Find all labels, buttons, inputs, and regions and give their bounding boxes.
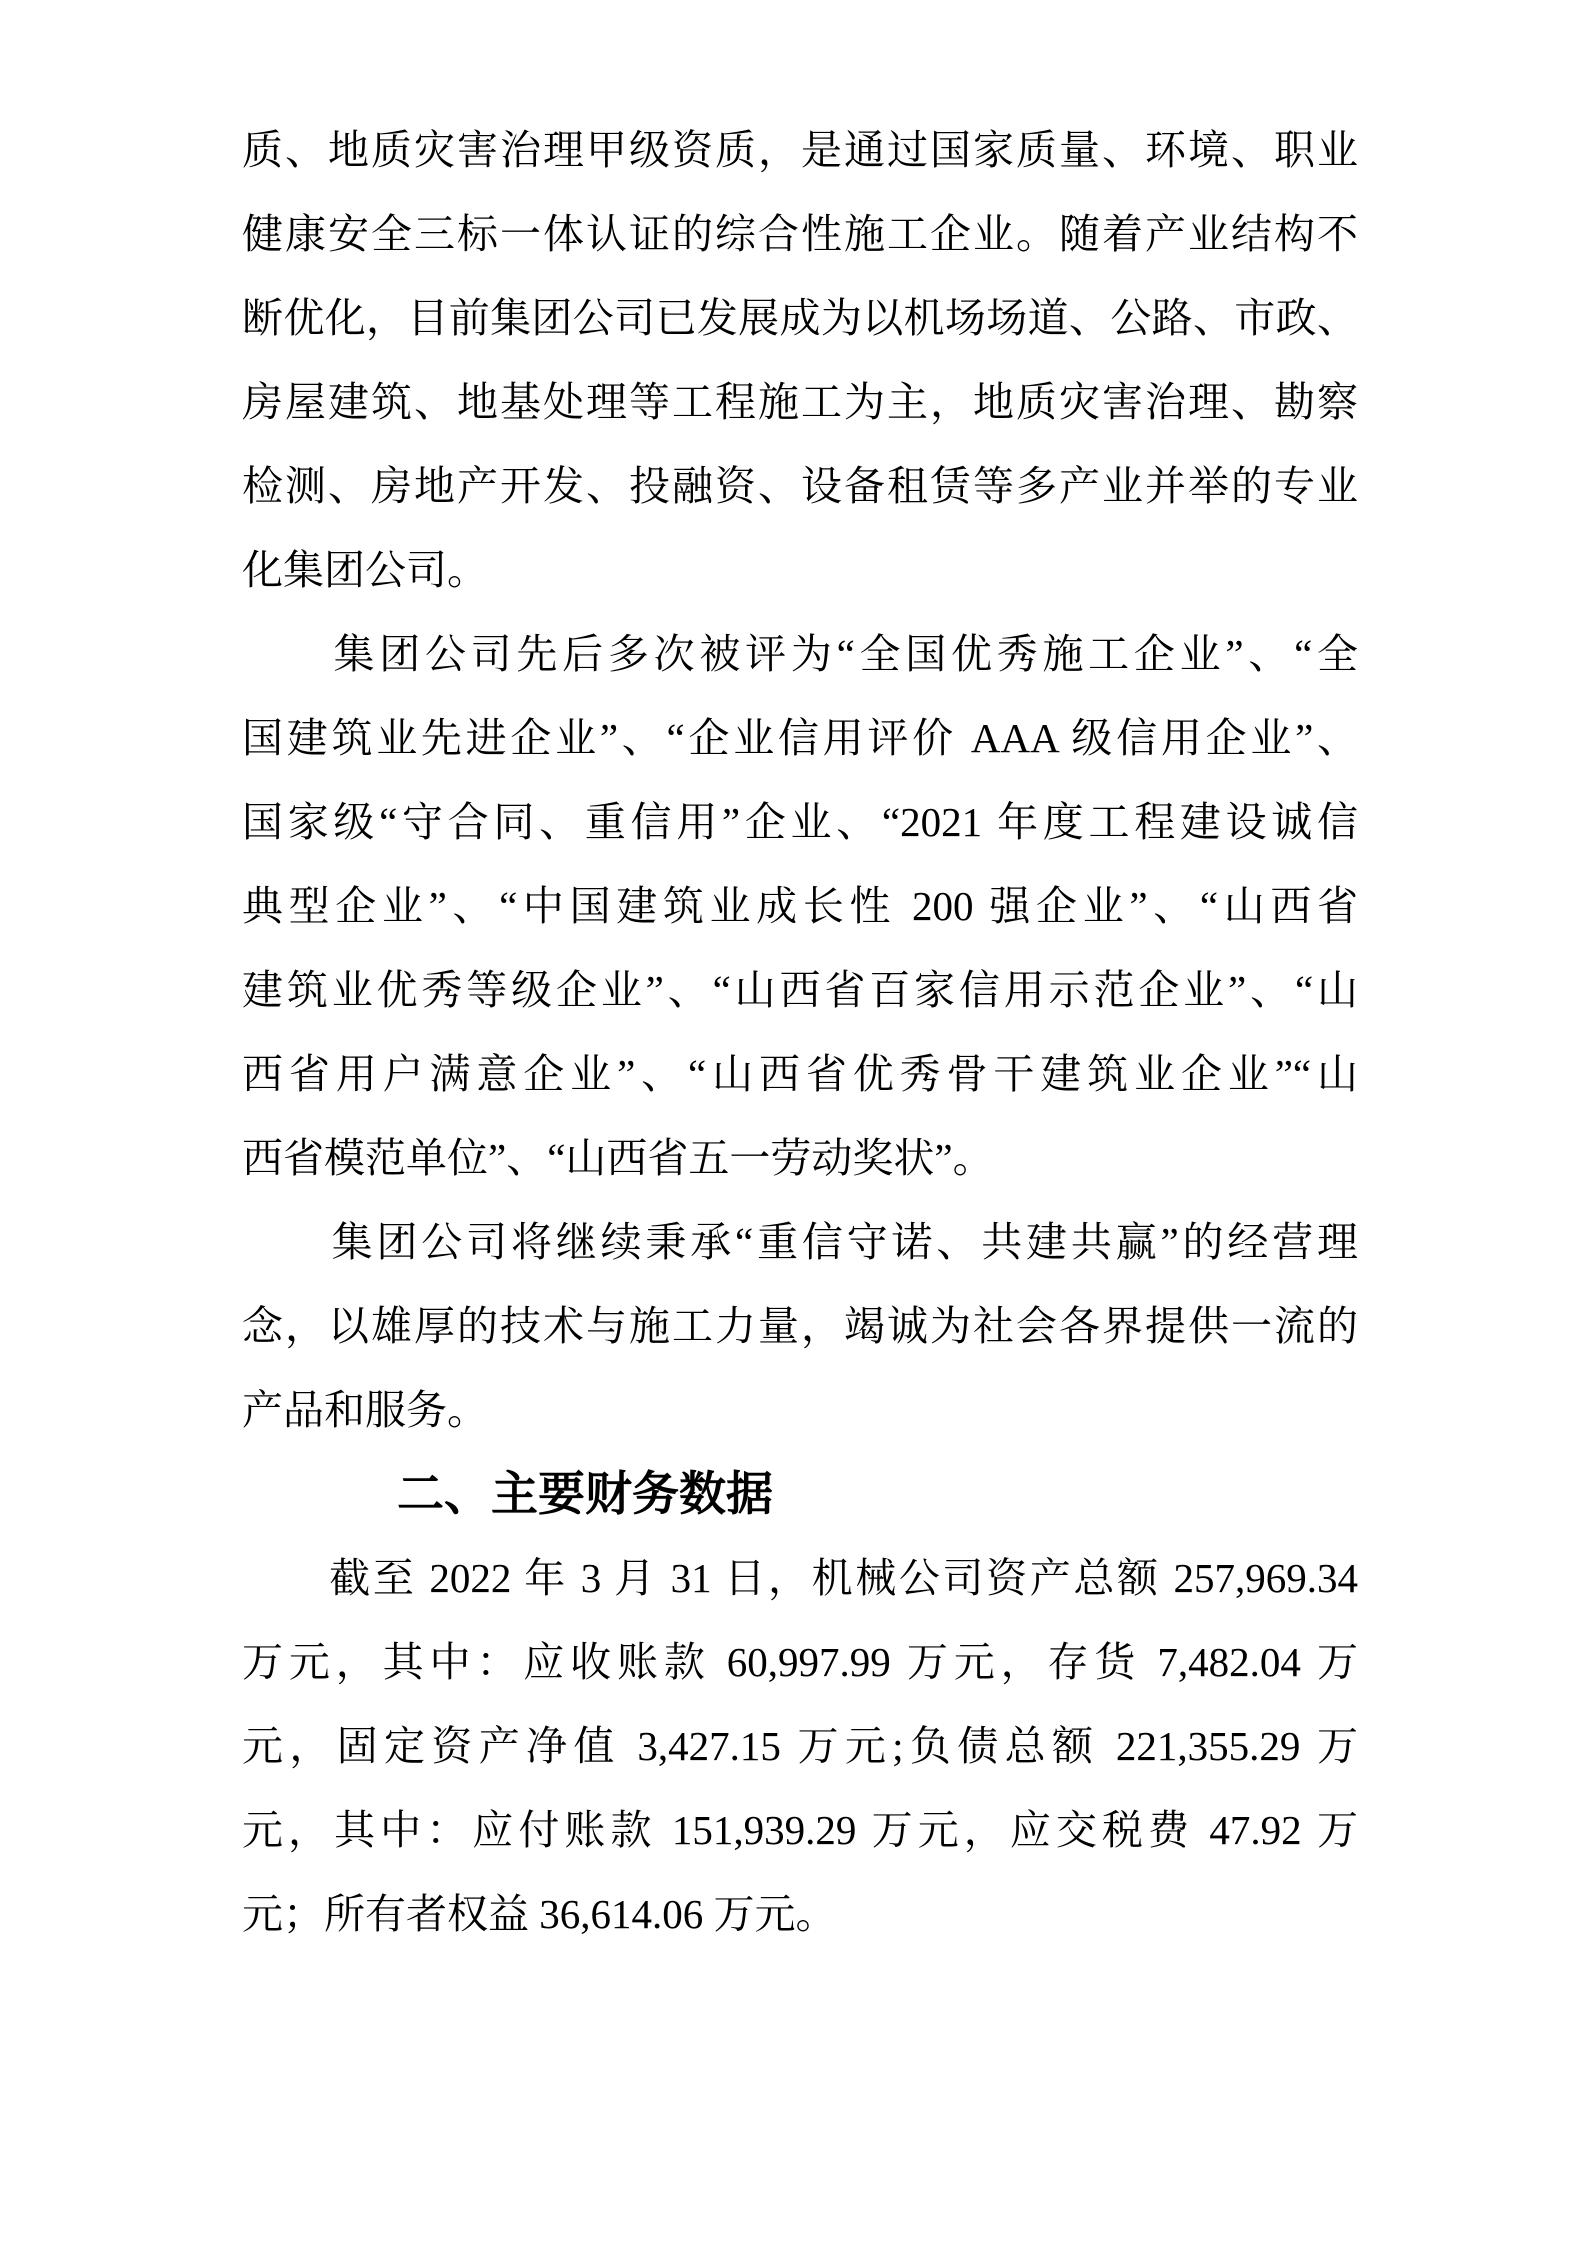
text-line: 健康安全三标一体认证的综合性施工企业。随着产业结构不 — [242, 211, 1358, 257]
text-line: 国建筑业先进企业”、“企业信用评价 AAA 级信用企业”、 — [242, 715, 1358, 761]
text-line: 截至 2022 年 3 月 31 日，机械公司资产总额 257,969.34 — [242, 1555, 1358, 1601]
text-line: 集团公司将继续秉承“重信守诺、共建共赢”的经营理 — [242, 1219, 1358, 1265]
section-heading: 二、主要财务数据 — [397, 1467, 773, 1520]
text-line: 西省用户满意企业”、“山西省优秀骨干建筑业企业”“山 — [242, 1051, 1358, 1097]
paragraph-last-line: 元；所有者权益 36,614.06 万元。 — [242, 1891, 837, 1937]
paragraph-last-line: 产品和服务。 — [242, 1387, 488, 1433]
text-line: 万元，其中：应收账款 60,997.99 万元，存货 7,482.04 万 — [242, 1639, 1358, 1685]
text-line: 典型企业”、“中国建筑业成长性 200 强企业”、“山西省 — [242, 883, 1358, 929]
paragraph-last-line: 化集团公司。 — [242, 547, 488, 593]
text-line: 检测、房地产开发、投融资、设备租赁等多产业并举的专业 — [242, 463, 1358, 509]
text-line: 念，以雄厚的技术与施工力量，竭诚为社会各界提供一流的 — [242, 1303, 1358, 1349]
text-line: 建筑业优秀等级企业”、“山西省百家信用示范企业”、“山 — [242, 967, 1358, 1013]
text-line: 房屋建筑、地基处理等工程施工为主，地质灾害治理、勘察 — [242, 379, 1358, 425]
text-line: 元，固定资产净值 3,427.15 万元;负债总额 221,355.29 万 — [242, 1723, 1358, 1769]
text-line: 质、地质灾害治理甲级资质，是通过国家质量、环境、职业 — [242, 127, 1358, 173]
text-line: 集团公司先后多次被评为“全国优秀施工企业”、“全 — [242, 631, 1358, 677]
text-line: 元，其中：应付账款 151,939.29 万元，应交税费 47.92 万 — [242, 1807, 1358, 1853]
paragraph-last-line: 西省模范单位”、“山西省五一劳动奖状”。 — [242, 1135, 994, 1181]
document-text-block — [242, 108, 1358, 1956]
text-line: 断优化，目前集团公司已发展成为以机场场道、公路、市政、 — [242, 295, 1358, 341]
text-line: 国家级“守合同、重信用”企业、“2021 年度工程建设诚信 — [242, 799, 1358, 845]
